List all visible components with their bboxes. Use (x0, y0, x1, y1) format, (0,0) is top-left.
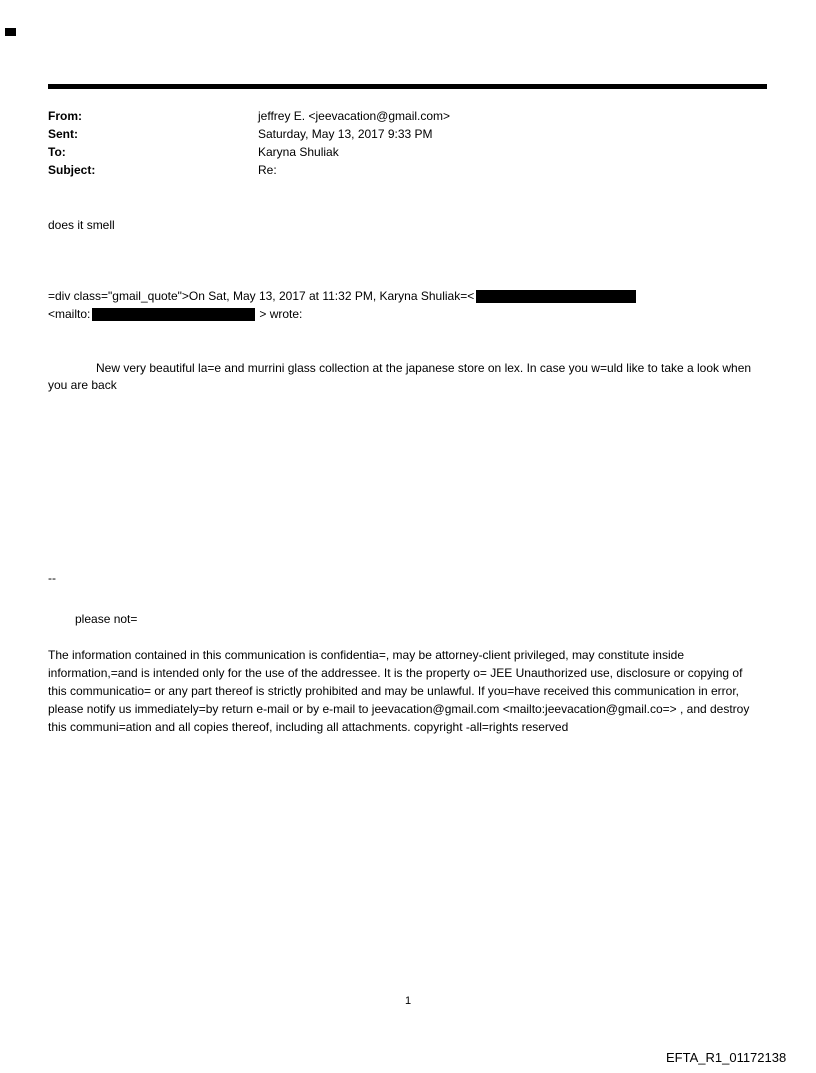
from-value: jeffrey E. <jeevacation@gmail.com> (258, 109, 451, 123)
sent-value: Saturday, May 13, 2017 9:33 PM (258, 127, 433, 141)
email-opening-line: does it smell (48, 218, 115, 232)
redaction-bar-mailto (92, 308, 255, 321)
header-row-subject (48, 161, 768, 179)
subject-label: Subject: (48, 163, 96, 177)
quote-line2-mailto-text: <mailto: (48, 307, 91, 321)
to-label: To: (48, 145, 66, 159)
quote-line1-text: =div class="gmail_quote">On Sat, May 13, 2017 at 11:32 PM, Karyna Shuliak=< (48, 289, 475, 303)
quote-line2-wrote-text: > wrote: (259, 307, 303, 321)
scan-artifact-mark (5, 28, 16, 36)
header-row-sent (48, 125, 768, 143)
redaction-bar-email (476, 290, 636, 303)
quote-line-1 (48, 287, 778, 305)
to-value: Karyna Shuliak (258, 145, 339, 159)
quoted-message-paragraph: New very beautiful la=e and murrini glass collection at the japanese store on lex. In case you w=uld like to take a look when you are back (48, 361, 752, 392)
header-divider-rule (48, 84, 767, 89)
bates-number: EFTA_R1_01172138 (666, 1050, 787, 1065)
subject-value: Re: (258, 163, 277, 177)
gmail-quote-block (48, 287, 778, 323)
page-number: 1 (404, 995, 412, 1007)
header-row-to (48, 143, 768, 161)
signature-fragment: please not= (75, 612, 138, 626)
header-row-from (48, 107, 768, 125)
signature-separator: -- (48, 571, 56, 585)
email-header (48, 107, 768, 179)
quote-line-2 (48, 305, 778, 323)
sent-label: Sent: (48, 127, 78, 141)
from-label: From: (48, 109, 82, 123)
confidentiality-disclaimer: The information contained in this communication is confidentia=, may be attorney-client privileged, may constitute inside information,=and is intended only for the use of the addressee. It is the property o= JEE Unauthorized use, disclosure or copying of this communicatio= or any part thereof is strictly prohibited and may be unlawful. If you=have received this communication in error, please notify us immediately=by return e-mail or by e-mail to jeevacation@gmail.com <mailto:jeevacation@gmail.co=> , and destroy this communi=ation and all copies thereof, including all attachments. copyright -all=rights reserved (48, 648, 750, 734)
